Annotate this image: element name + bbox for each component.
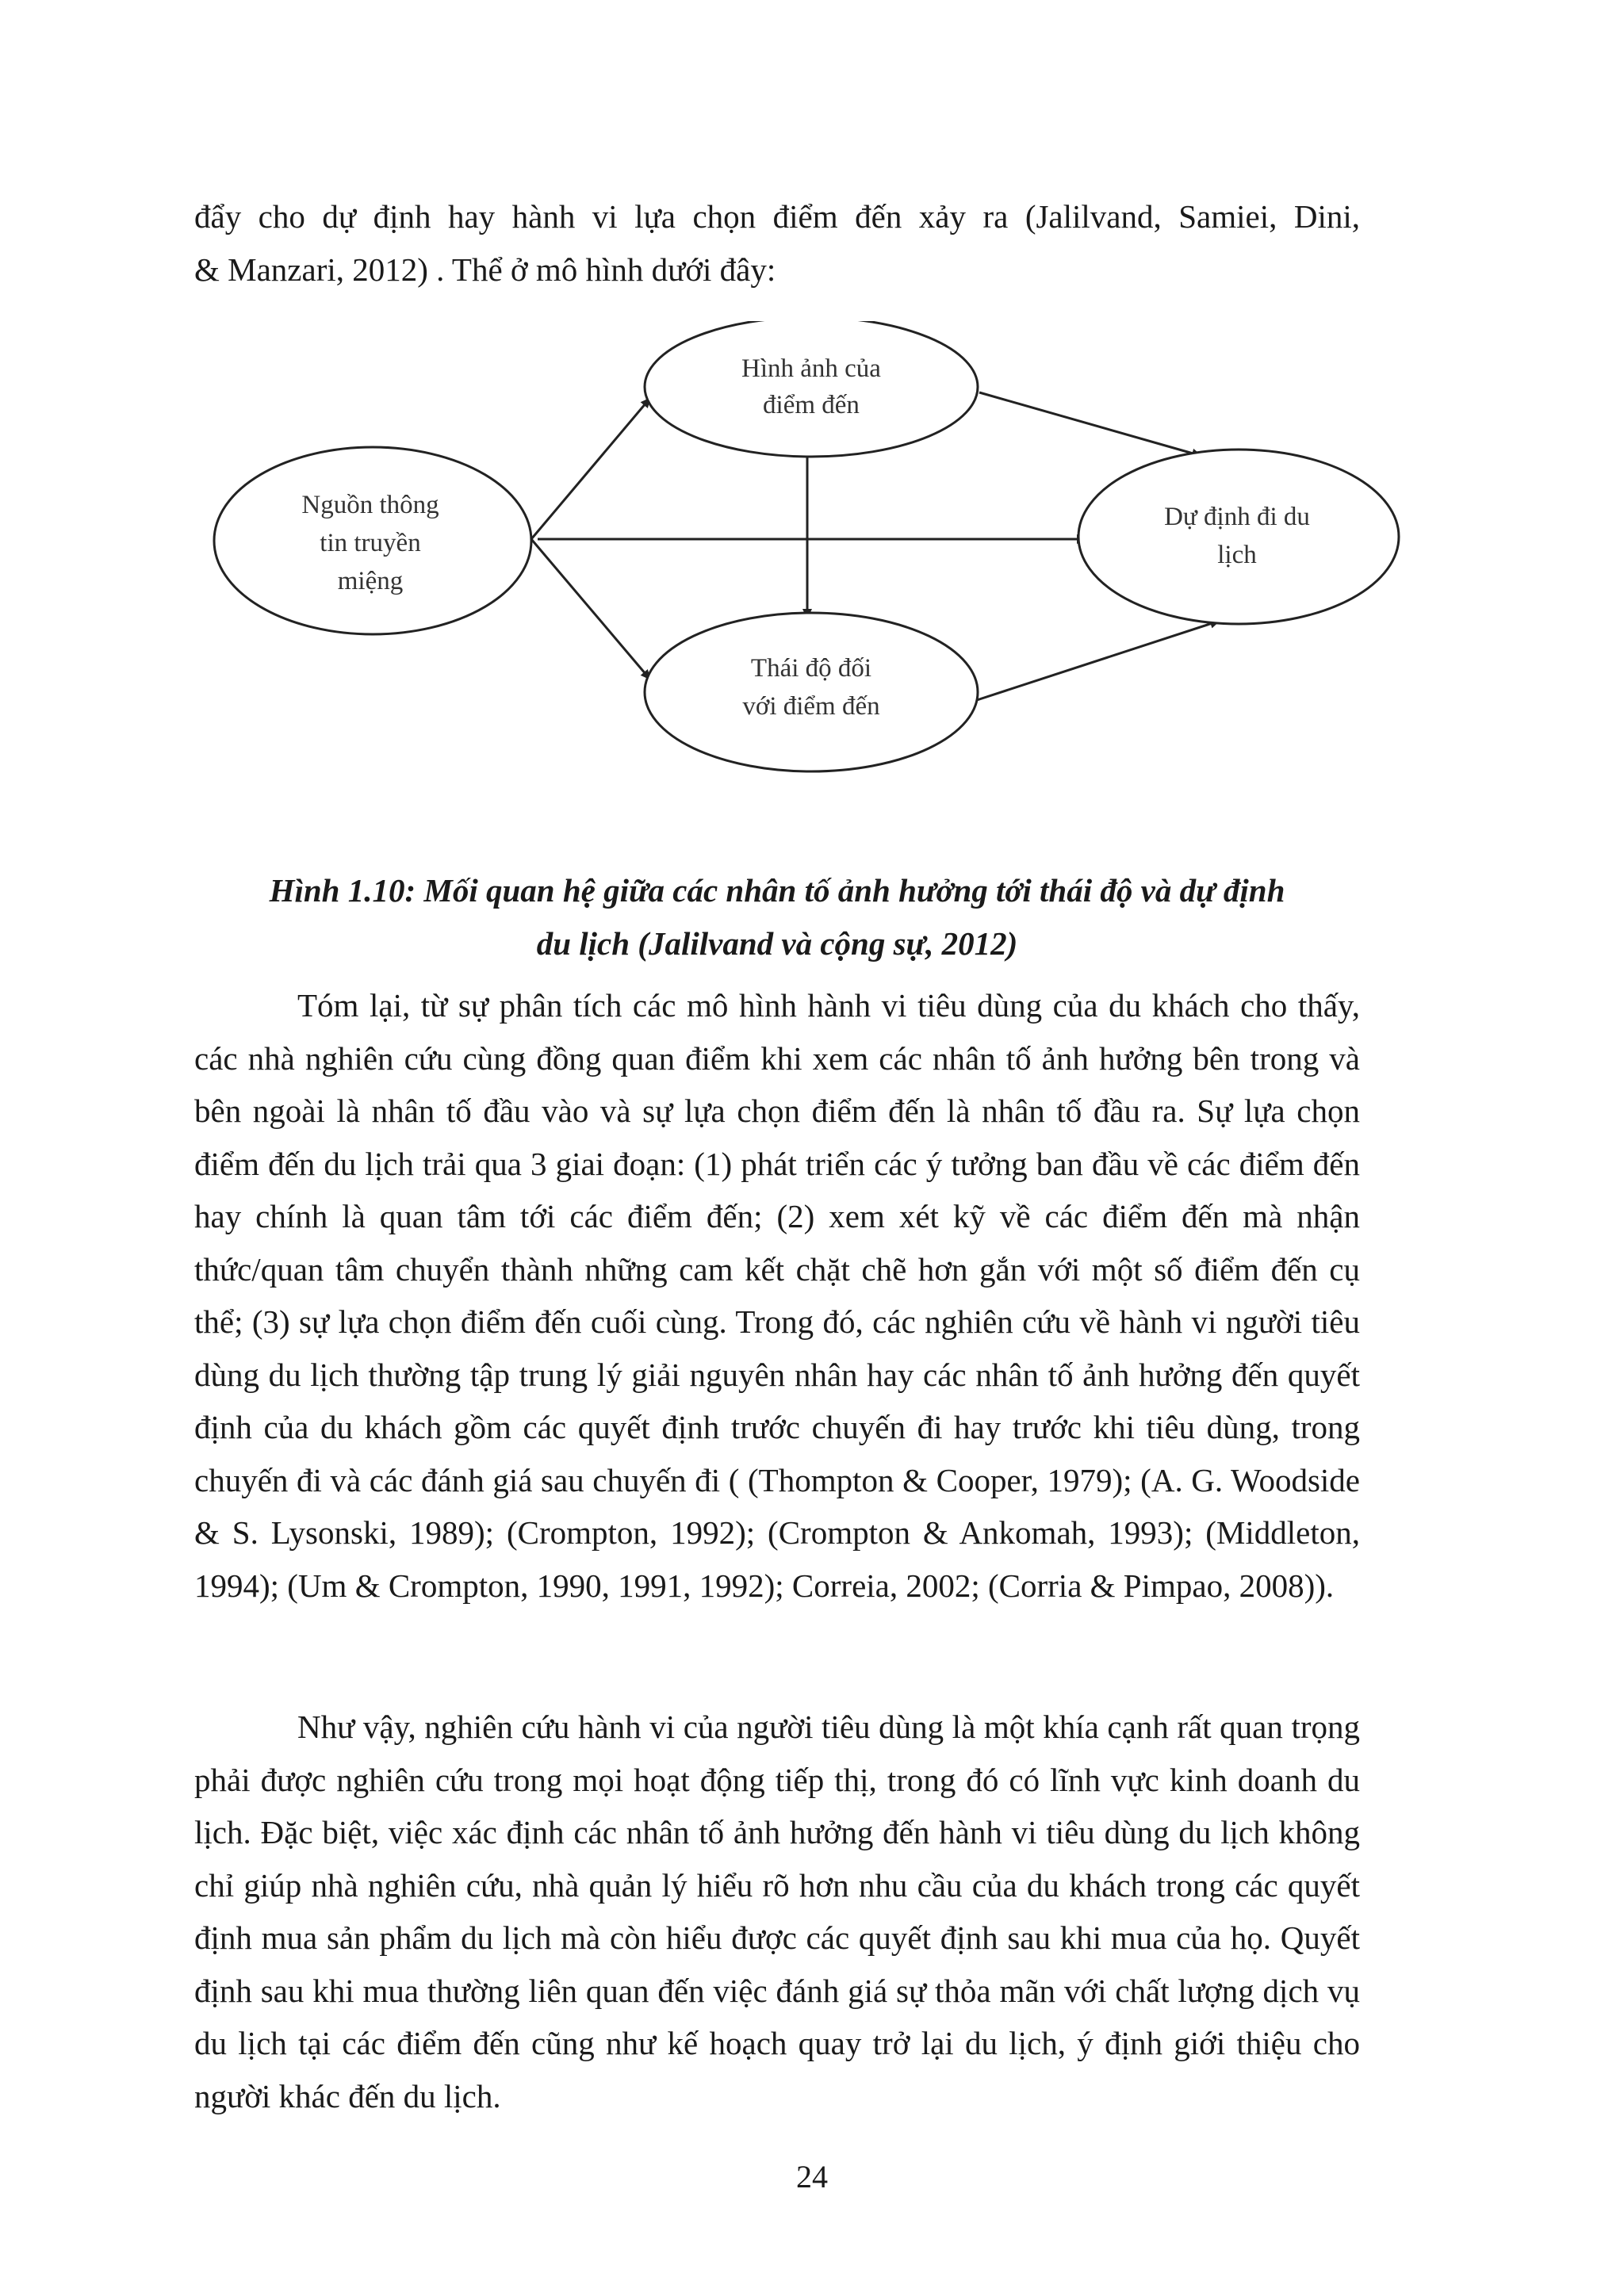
intro-paragraph xyxy=(194,190,1360,296)
node-intention-line-2: lịch xyxy=(1217,541,1257,569)
node-intention xyxy=(1078,450,1399,624)
figure-caption xyxy=(194,864,1360,970)
node-image xyxy=(645,321,978,457)
edge-image-intention xyxy=(979,392,1201,456)
page-number: 24 xyxy=(796,2159,828,2195)
body-paragraph-1: Tóm lại, từ sự phân tích các mô hình hành vi tiêu dùng của du khách cho thấy, các nhà nghiên cứu cùng đồng quan điểm khi xem các nhân tố ảnh hưởng bên trong và bên ngoài là nhân tố đầu vào và sự lựa chọn điểm đến là nhân tố đầu ra. Sự lựa chọn điểm đến du lịch trải qua 3 giai đoạn: (1) phát triển các ý tưởng ban đầu về các điểm đến hay chính là quan tâm tới các điểm đến; (2) xem xét kỹ về các điểm đến mà nhận thức/quan tâm chuyển thành những cam kết chặt chẽ hơn gắn với một số điểm đến cụ thể; (3) sự lựa chọn điểm đến cuối cùng. Trong đó, các nghiên cứu về hành vi người tiêu dùng du lịch thường tập trung lý giải nguyên nhân hay các nhân tố ảnh hưởng đến quyết định của du khách gồm các quyết định trước chuyến đi hay trước khi tiêu dùng, trong chuyến đi và các đánh giá sau chuyến đi ( (Thompton & Cooper, 1979); (A. G. Woodside & S. Lysonski, 1989); (Crompton, 1992); (Crompton & Ankomah, 1993); (Middleton, 1994); (Um & Crompton, 1990, 1991, 1992); Correia, 2002; (Corria & Pimpao, 2008)). xyxy=(194,987,1360,1604)
node-intention-line-1: Dự định đi du xyxy=(1164,503,1310,531)
edge-attitude-intention xyxy=(977,621,1220,700)
figure-caption-line-2: du lịch (Jalilvand và cộng sự, 2012) xyxy=(536,924,1018,962)
figure-caption-line-1: Hình 1.10: Mối quan hệ giữa các nhân tố ảnh hưởng tới thái độ và dự định xyxy=(269,872,1285,909)
node-source-line-1: Nguồn thông xyxy=(301,491,439,519)
node-source-line-3: miệng xyxy=(337,567,404,595)
body-paragraph-2: Như vậy, nghiên cứu hành vi của người tiêu dùng là một khía cạnh rất quan trọng phải được nghiên cứu trong mọi hoạt động tiếp thị, trong đó có lĩnh vực kinh doanh du lịch. Đặc biệt, việc xác định các nhân tố ảnh hưởng đến hành vi tiêu dùng du lịch không chỉ giúp nhà nghiên cứu, nhà quản lý hiểu rõ hơn nhu cầu của du khách trong các quyết định mua sản phẩm du lịch mà còn hiểu được các quyết định sau khi mua của họ. Quyết định sau khi mua thường liên quan đến việc đánh giá sự thỏa mãn với chất lượng dịch vụ du lịch tại các điểm đến cũng như kế hoạch quay trở lại du lịch, ý định giới thiệu cho người khác đến du lịch. xyxy=(194,1709,1360,2114)
node-source xyxy=(214,447,531,634)
node-attitude-line-1: Thái độ đối xyxy=(750,654,872,683)
intro-line-1: đẩy cho dự định hay hành vi lựa chọn điểm đến xảy ra (Jalilvand, Samiei, Dini, xyxy=(194,198,1360,235)
node-attitude-line-2: với điểm đến xyxy=(742,692,880,721)
relationship-diagram xyxy=(206,321,1411,797)
intro-line-2: & Manzari, 2012) . Thể ở mô hình dưới đây: xyxy=(194,251,776,288)
edge-source-attitude xyxy=(531,539,650,679)
node-attitude xyxy=(645,613,978,771)
node-image-line-1: Hình ảnh của xyxy=(741,354,881,383)
node-image-line-2: điểm đến xyxy=(763,391,860,419)
edge-source-image xyxy=(531,398,650,539)
node-source-line-2: tin truyền xyxy=(320,529,421,557)
